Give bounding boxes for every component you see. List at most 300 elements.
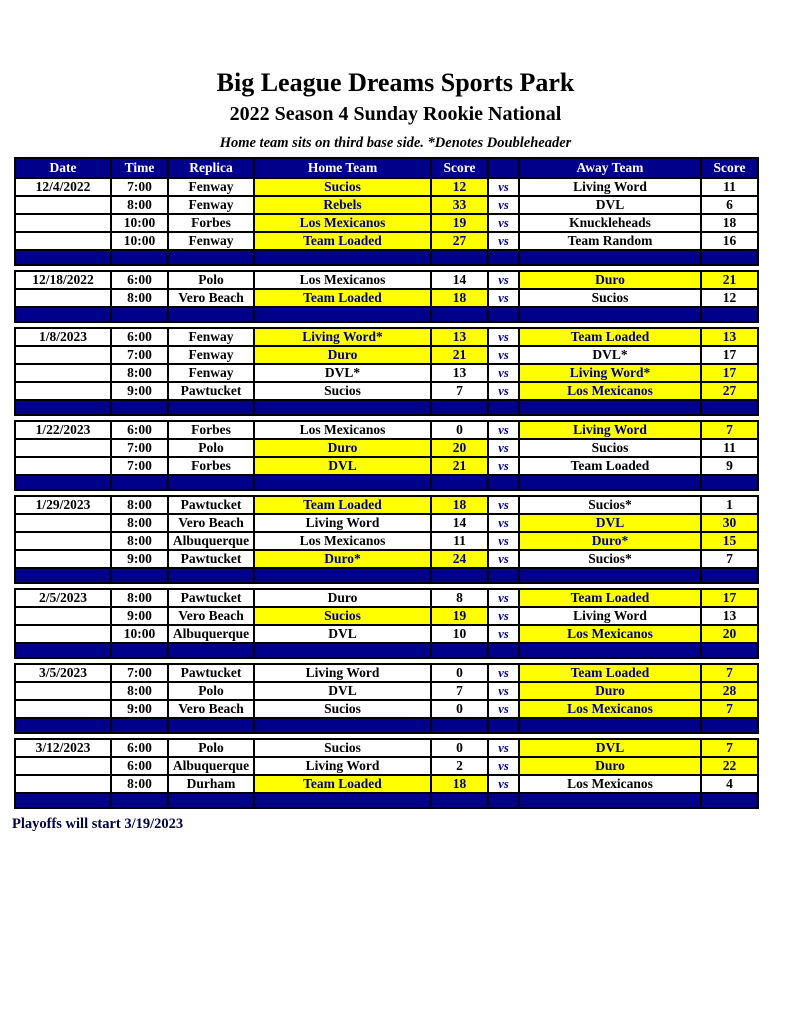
separator-cell <box>111 568 168 583</box>
separator-cell <box>519 400 701 415</box>
home-team-cell: Team Loaded <box>254 775 431 793</box>
away-team-cell: Duro* <box>519 532 701 550</box>
vs-cell: vs <box>488 439 519 457</box>
separator-cell <box>254 643 431 658</box>
home-team-cell: DVL <box>254 457 431 475</box>
home-team-cell: Los Mexicanos <box>254 421 431 439</box>
separator-cell <box>701 307 758 322</box>
page-title: Big League Dreams Sports Park <box>216 68 575 97</box>
replica-cell: Fenway <box>168 346 254 364</box>
home-score-cell: 18 <box>431 775 488 793</box>
vs-cell: vs <box>488 664 519 682</box>
away-team-cell: Team Loaded <box>519 328 701 346</box>
vs-cell: vs <box>488 421 519 439</box>
section-gap-row <box>15 808 758 813</box>
time-cell: 8:00 <box>111 496 168 514</box>
game-row <box>15 457 758 475</box>
separator-cell <box>701 568 758 583</box>
home-team-cell: Team Loaded <box>254 496 431 514</box>
away-team-cell: Los Mexicanos <box>519 382 701 400</box>
away-score-cell: 6 <box>701 196 758 214</box>
separator-cell <box>15 568 111 583</box>
separator-cell <box>254 718 431 733</box>
separator-cell <box>701 793 758 808</box>
away-score-cell: 20 <box>701 625 758 643</box>
date-cell: 2/5/2023 <box>15 589 111 607</box>
vs-cell: vs <box>488 757 519 775</box>
separator-cell <box>168 718 254 733</box>
home-score-cell: 7 <box>431 382 488 400</box>
separator-cell <box>431 307 488 322</box>
game-row <box>15 364 758 382</box>
date-cell <box>15 607 111 625</box>
replica-cell: Forbes <box>168 214 254 232</box>
separator-cell <box>519 793 701 808</box>
time-cell: 9:00 <box>111 550 168 568</box>
time-cell: 7:00 <box>111 439 168 457</box>
replica-cell: Polo <box>168 439 254 457</box>
home-team-cell: Los Mexicanos <box>254 214 431 232</box>
date-cell: 3/12/2023 <box>15 739 111 757</box>
date-cell <box>15 775 111 793</box>
game-row <box>15 739 758 757</box>
vs-cell: vs <box>488 700 519 718</box>
time-cell: 8:00 <box>111 682 168 700</box>
vs-cell: vs <box>488 382 519 400</box>
game-row <box>15 421 758 439</box>
home-team-cell: Sucios <box>254 607 431 625</box>
away-score-cell: 9 <box>701 457 758 475</box>
away-team-cell: Sucios* <box>519 550 701 568</box>
replica-cell: Albuquerque <box>168 757 254 775</box>
away-score-cell: 7 <box>701 700 758 718</box>
separator-cell <box>519 568 701 583</box>
col-header-vs-spacer <box>488 158 519 178</box>
time-cell: 6:00 <box>111 757 168 775</box>
separator-cell <box>701 718 758 733</box>
time-cell: 6:00 <box>111 328 168 346</box>
game-row <box>15 682 758 700</box>
vs-cell: vs <box>488 346 519 364</box>
home-team-cell: Duro <box>254 589 431 607</box>
time-cell: 8:00 <box>111 364 168 382</box>
away-score-cell: 18 <box>701 214 758 232</box>
vs-cell: vs <box>488 196 519 214</box>
away-team-cell: Team Loaded <box>519 589 701 607</box>
section-separator-row <box>15 307 758 322</box>
separator-cell <box>431 718 488 733</box>
date-cell: 1/29/2023 <box>15 496 111 514</box>
home-team-cell: Living Word <box>254 664 431 682</box>
vs-cell: vs <box>488 532 519 550</box>
game-row <box>15 232 758 250</box>
col-header-score-7: Score <box>701 158 758 178</box>
home-team-cell: Duro <box>254 346 431 364</box>
game-row <box>15 550 758 568</box>
game-row <box>15 532 758 550</box>
time-cell: 10:00 <box>111 232 168 250</box>
replica-cell: Fenway <box>168 178 254 196</box>
vs-cell: vs <box>488 682 519 700</box>
vs-cell: vs <box>488 496 519 514</box>
separator-cell <box>111 793 168 808</box>
away-score-cell: 28 <box>701 682 758 700</box>
game-row <box>15 589 758 607</box>
home-team-cell: DVL <box>254 625 431 643</box>
header-row <box>15 158 758 178</box>
separator-cell <box>431 250 488 265</box>
home-score-cell: 21 <box>431 346 488 364</box>
away-score-cell: 27 <box>701 382 758 400</box>
time-cell: 7:00 <box>111 178 168 196</box>
col-header-home-team-3: Home Team <box>254 158 431 178</box>
away-team-cell: DVL* <box>519 346 701 364</box>
separator-cell <box>701 475 758 490</box>
separator-cell <box>701 643 758 658</box>
separator-cell <box>111 475 168 490</box>
home-score-cell: 0 <box>431 700 488 718</box>
replica-cell: Pawtucket <box>168 589 254 607</box>
separator-cell <box>431 793 488 808</box>
separator-cell <box>15 400 111 415</box>
time-cell: 8:00 <box>111 196 168 214</box>
separator-cell <box>111 400 168 415</box>
table-header <box>15 158 758 178</box>
away-team-cell: Sucios <box>519 289 701 307</box>
separator-cell <box>15 250 111 265</box>
separator-cell <box>15 718 111 733</box>
separator-cell <box>254 568 431 583</box>
home-team-cell: Los Mexicanos <box>254 271 431 289</box>
away-team-cell: Living Word <box>519 421 701 439</box>
replica-cell: Polo <box>168 682 254 700</box>
date-cell <box>15 625 111 643</box>
time-cell: 10:00 <box>111 214 168 232</box>
away-team-cell: Duro <box>519 271 701 289</box>
home-score-cell: 19 <box>431 214 488 232</box>
schedule-table <box>14 157 759 813</box>
home-score-cell: 20 <box>431 439 488 457</box>
separator-cell <box>254 400 431 415</box>
home-team-cell: DVL* <box>254 364 431 382</box>
separator-cell <box>168 400 254 415</box>
away-score-cell: 16 <box>701 232 758 250</box>
col-header-time-1: Time <box>111 158 168 178</box>
date-cell: 1/22/2023 <box>15 421 111 439</box>
home-score-cell: 11 <box>431 532 488 550</box>
separator-cell <box>431 568 488 583</box>
game-row <box>15 214 758 232</box>
replica-cell: Vero Beach <box>168 700 254 718</box>
away-team-cell: Sucios <box>519 439 701 457</box>
away-score-cell: 7 <box>701 664 758 682</box>
replica-cell: Albuquerque <box>168 532 254 550</box>
time-cell: 6:00 <box>111 739 168 757</box>
separator-cell <box>519 307 701 322</box>
section-separator-row <box>15 400 758 415</box>
away-score-cell: 17 <box>701 346 758 364</box>
home-score-cell: 21 <box>431 457 488 475</box>
date-cell <box>15 214 111 232</box>
date-cell <box>15 382 111 400</box>
separator-cell <box>15 307 111 322</box>
replica-cell: Durham <box>168 775 254 793</box>
date-cell <box>15 346 111 364</box>
vs-cell: vs <box>488 232 519 250</box>
replica-cell: Pawtucket <box>168 550 254 568</box>
section-separator-row <box>15 250 758 265</box>
game-row <box>15 757 758 775</box>
section-separator-row <box>15 475 758 490</box>
away-team-cell: Los Mexicanos <box>519 700 701 718</box>
separator-cell <box>488 307 519 322</box>
separator-cell <box>15 793 111 808</box>
replica-cell: Fenway <box>168 196 254 214</box>
time-cell: 9:00 <box>111 382 168 400</box>
date-cell <box>15 682 111 700</box>
game-row <box>15 178 758 196</box>
separator-cell <box>488 250 519 265</box>
vs-cell: vs <box>488 625 519 643</box>
away-score-cell: 11 <box>701 439 758 457</box>
time-cell: 10:00 <box>111 625 168 643</box>
replica-cell: Forbes <box>168 421 254 439</box>
home-team-cell: Living Word <box>254 514 431 532</box>
section-separator-row <box>15 718 758 733</box>
time-cell: 6:00 <box>111 421 168 439</box>
home-score-cell: 0 <box>431 739 488 757</box>
separator-cell <box>168 793 254 808</box>
time-cell: 8:00 <box>111 589 168 607</box>
replica-cell: Forbes <box>168 457 254 475</box>
away-team-cell: Los Mexicanos <box>519 775 701 793</box>
game-row <box>15 607 758 625</box>
vs-cell: vs <box>488 178 519 196</box>
date-cell <box>15 757 111 775</box>
col-header-away-team-6: Away Team <box>519 158 701 178</box>
game-row <box>15 700 758 718</box>
home-score-cell: 18 <box>431 289 488 307</box>
away-score-cell: 7 <box>701 739 758 757</box>
away-team-cell: Knuckleheads <box>519 214 701 232</box>
away-team-cell: Duro <box>519 682 701 700</box>
separator-cell <box>519 250 701 265</box>
home-score-cell: 8 <box>431 589 488 607</box>
gap-cell <box>15 808 758 813</box>
game-row <box>15 271 758 289</box>
separator-cell <box>111 250 168 265</box>
home-score-cell: 18 <box>431 496 488 514</box>
separator-cell <box>701 250 758 265</box>
away-score-cell: 30 <box>701 514 758 532</box>
replica-cell: Polo <box>168 739 254 757</box>
separator-cell <box>168 307 254 322</box>
separator-cell <box>519 475 701 490</box>
time-cell: 9:00 <box>111 607 168 625</box>
separator-cell <box>168 568 254 583</box>
separator-cell <box>15 475 111 490</box>
replica-cell: Fenway <box>168 232 254 250</box>
home-score-cell: 13 <box>431 364 488 382</box>
home-score-cell: 12 <box>431 178 488 196</box>
home-team-cell: Sucios <box>254 382 431 400</box>
date-cell: 12/18/2022 <box>15 271 111 289</box>
game-row <box>15 496 758 514</box>
separator-cell <box>488 568 519 583</box>
date-cell <box>15 289 111 307</box>
replica-cell: Pawtucket <box>168 496 254 514</box>
section-separator-row <box>15 643 758 658</box>
separator-cell <box>254 250 431 265</box>
time-cell: 6:00 <box>111 271 168 289</box>
away-score-cell: 12 <box>701 289 758 307</box>
replica-cell: Fenway <box>168 328 254 346</box>
separator-cell <box>488 400 519 415</box>
date-cell <box>15 550 111 568</box>
page-subtitle: 2022 Season 4 Sunday Rookie National <box>229 103 562 125</box>
home-team-cell: Sucios <box>254 700 431 718</box>
time-cell: 7:00 <box>111 664 168 682</box>
home-team-cell: Team Loaded <box>254 232 431 250</box>
home-team-cell: Duro <box>254 439 431 457</box>
away-score-cell: 21 <box>701 271 758 289</box>
vs-cell: vs <box>488 775 519 793</box>
away-team-cell: Los Mexicanos <box>519 625 701 643</box>
separator-cell <box>431 643 488 658</box>
away-score-cell: 11 <box>701 178 758 196</box>
away-team-cell: Sucios* <box>519 496 701 514</box>
separator-cell <box>254 793 431 808</box>
date-cell: 3/5/2023 <box>15 664 111 682</box>
date-cell <box>15 232 111 250</box>
away-score-cell: 13 <box>701 328 758 346</box>
away-team-cell: Duro <box>519 757 701 775</box>
date-cell <box>15 514 111 532</box>
home-team-cell: DVL <box>254 682 431 700</box>
home-score-cell: 2 <box>431 757 488 775</box>
home-team-note: Home team sits on third base side. *Denotes Doubleheader <box>219 135 572 151</box>
game-row <box>15 289 758 307</box>
away-team-cell: Living Word* <box>519 364 701 382</box>
date-cell <box>15 532 111 550</box>
time-cell: 8:00 <box>111 514 168 532</box>
away-score-cell: 1 <box>701 496 758 514</box>
home-team-cell: Duro* <box>254 550 431 568</box>
replica-cell: Polo <box>168 271 254 289</box>
game-row <box>15 328 758 346</box>
table-body <box>15 178 758 813</box>
game-row <box>15 346 758 364</box>
away-team-cell: Team Random <box>519 232 701 250</box>
time-cell: 8:00 <box>111 532 168 550</box>
time-cell: 7:00 <box>111 457 168 475</box>
vs-cell: vs <box>488 328 519 346</box>
replica-cell: Pawtucket <box>168 382 254 400</box>
away-team-cell: Living Word <box>519 607 701 625</box>
col-header-score-4: Score <box>431 158 488 178</box>
home-team-cell: Team Loaded <box>254 289 431 307</box>
separator-cell <box>111 718 168 733</box>
game-row <box>15 439 758 457</box>
separator-cell <box>111 307 168 322</box>
vs-cell: vs <box>488 550 519 568</box>
game-row <box>15 775 758 793</box>
separator-cell <box>488 718 519 733</box>
separator-cell <box>254 475 431 490</box>
home-score-cell: 13 <box>431 328 488 346</box>
game-row <box>15 196 758 214</box>
home-score-cell: 0 <box>431 421 488 439</box>
away-score-cell: 17 <box>701 364 758 382</box>
home-team-cell: Rebels <box>254 196 431 214</box>
date-cell <box>15 439 111 457</box>
separator-cell <box>168 250 254 265</box>
vs-cell: vs <box>488 739 519 757</box>
home-score-cell: 14 <box>431 514 488 532</box>
home-team-cell: Living Word* <box>254 328 431 346</box>
away-score-cell: 17 <box>701 589 758 607</box>
game-row <box>15 382 758 400</box>
replica-cell: Vero Beach <box>168 514 254 532</box>
separator-cell <box>254 307 431 322</box>
time-cell: 9:00 <box>111 700 168 718</box>
col-header-date-0: Date <box>15 158 111 178</box>
vs-cell: vs <box>488 271 519 289</box>
home-team-cell: Living Word <box>254 757 431 775</box>
vs-cell: vs <box>488 289 519 307</box>
home-team-cell: Sucios <box>254 739 431 757</box>
home-score-cell: 33 <box>431 196 488 214</box>
separator-cell <box>168 475 254 490</box>
separator-cell <box>168 643 254 658</box>
home-team-cell: Los Mexicanos <box>254 532 431 550</box>
date-cell <box>15 700 111 718</box>
playoffs-note: Playoffs will start 3/19/2023 <box>12 816 184 832</box>
home-team-cell: Sucios <box>254 178 431 196</box>
home-score-cell: 19 <box>431 607 488 625</box>
replica-cell: Pawtucket <box>168 664 254 682</box>
separator-cell <box>488 793 519 808</box>
vs-cell: vs <box>488 457 519 475</box>
replica-cell: Fenway <box>168 364 254 382</box>
separator-cell <box>519 643 701 658</box>
home-score-cell: 27 <box>431 232 488 250</box>
section-separator-row <box>15 568 758 583</box>
game-row <box>15 514 758 532</box>
vs-cell: vs <box>488 589 519 607</box>
away-score-cell: 7 <box>701 421 758 439</box>
game-row <box>15 625 758 643</box>
col-header-replica-2: Replica <box>168 158 254 178</box>
away-score-cell: 22 <box>701 757 758 775</box>
time-cell: 8:00 <box>111 289 168 307</box>
replica-cell: Albuquerque <box>168 625 254 643</box>
date-cell <box>15 364 111 382</box>
away-score-cell: 13 <box>701 607 758 625</box>
replica-cell: Vero Beach <box>168 607 254 625</box>
separator-cell <box>111 643 168 658</box>
vs-cell: vs <box>488 514 519 532</box>
away-team-cell: Team Loaded <box>519 664 701 682</box>
replica-cell: Vero Beach <box>168 289 254 307</box>
away-score-cell: 15 <box>701 532 758 550</box>
game-row <box>15 664 758 682</box>
away-team-cell: Team Loaded <box>519 457 701 475</box>
date-cell <box>15 196 111 214</box>
away-score-cell: 4 <box>701 775 758 793</box>
date-cell <box>15 457 111 475</box>
vs-cell: vs <box>488 214 519 232</box>
